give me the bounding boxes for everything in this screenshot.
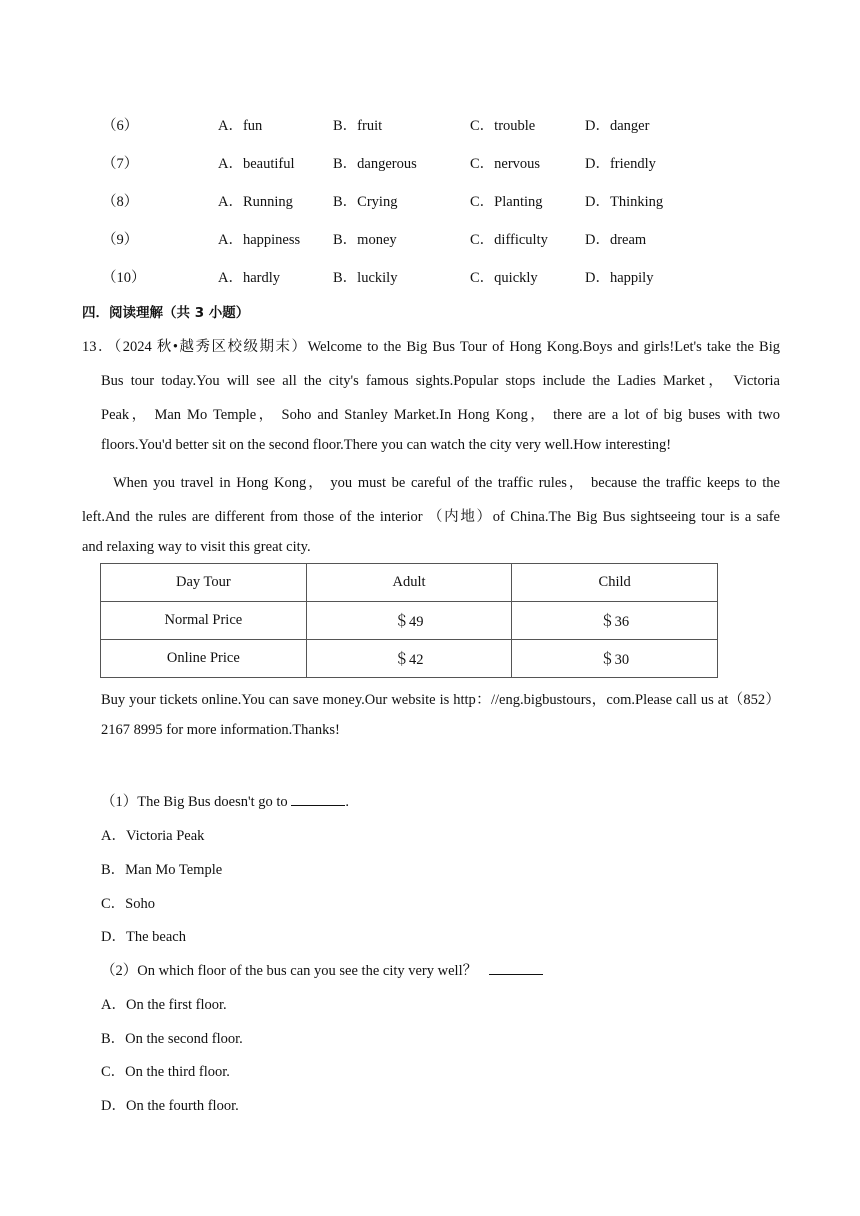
- option-c: C．quickly: [470, 270, 538, 286]
- question-text: （1）The Big Bus doesn't go to: [101, 794, 288, 810]
- choice-d: D．On the fourth floor.: [101, 1098, 239, 1114]
- table-row: [101, 602, 718, 640]
- option-c: C．Planting: [470, 194, 543, 210]
- passage-line: and relaxing way to visit this great city.: [82, 539, 311, 555]
- passage-line: 13．（2024 秋•越秀区校级期末）Welcome to the Big Bus Tour of Hong Kong.Boys and girls!Let's take the Big: [82, 339, 780, 355]
- option-row-9: [0, 228, 860, 252]
- table-row: [101, 640, 718, 678]
- table-header-cell: Adult: [306, 564, 512, 602]
- choice-b: B．On the second floor.: [101, 1031, 243, 1047]
- option-number: （10）: [102, 270, 146, 286]
- option-b: B．money: [333, 232, 397, 248]
- choice-b: B．Man Mo Temple: [101, 862, 223, 878]
- option-b: B．luckily: [333, 270, 398, 286]
- table-cell: ＄36: [512, 602, 718, 640]
- option-a: A．hardly: [218, 270, 281, 286]
- choice-d: D．The beach: [101, 929, 186, 945]
- table-cell: ＄49: [306, 602, 512, 640]
- answer-blank: [489, 962, 543, 975]
- choice-a: A．On the first floor.: [101, 997, 227, 1013]
- option-a: A．happiness: [218, 232, 301, 248]
- table-header-cell: Child: [512, 564, 718, 602]
- option-b: B．dangerous: [333, 156, 417, 172]
- option-number: （9）: [102, 232, 139, 248]
- option-d: D．dream: [585, 232, 647, 248]
- section-title: 四．阅读理解（共 3 小题）: [82, 305, 250, 321]
- passage-line: Bus tour today.You will see all the city's famous sights.Popular stops include the Ladies Market， Victoria: [101, 373, 780, 389]
- question-1-stem: [101, 790, 349, 811]
- table-cell: Online Price: [101, 640, 307, 678]
- option-d: D．friendly: [585, 156, 656, 172]
- table-header-row: [101, 564, 718, 602]
- choice-c: C．Soho: [101, 896, 155, 912]
- price-table: [100, 563, 718, 678]
- option-row-7: [0, 152, 860, 176]
- option-number: （8）: [102, 194, 139, 210]
- table-cell: ＄42: [306, 640, 512, 678]
- question-text: （2）On which floor of the bus can you see the city very well？: [101, 963, 478, 979]
- table-cell: Normal Price: [101, 602, 307, 640]
- answer-blank: [291, 793, 345, 806]
- table-header-cell: Day Tour: [101, 564, 307, 602]
- option-d: D．Thinking: [585, 194, 664, 210]
- option-row-8: [0, 190, 860, 214]
- option-c: C．difficulty: [470, 232, 548, 248]
- passage-line: Buy your tickets online.You can save money.Our website is http：//eng.bigbustours，com.Please call us at（852）: [101, 692, 780, 708]
- table-cell: ＄30: [512, 640, 718, 678]
- option-a: A．fun: [218, 118, 263, 134]
- passage-line: When you travel in Hong Kong， you must be careful of the traffic rules， because the traffic keeps to the: [113, 475, 780, 491]
- option-row-6: [0, 114, 860, 138]
- choice-a: A．Victoria Peak: [101, 828, 205, 844]
- passage-line: left.And the rules are different from those of the interior （内地）of China.The Big Bus sightseeing tour is a safe: [82, 509, 780, 525]
- option-row-10: [0, 266, 860, 290]
- passage-line: Peak， Man Mo Temple， Soho and Stanley Market.In Hong Kong， there are a lot of big buses with two: [101, 407, 780, 423]
- option-number: （6）: [102, 118, 139, 134]
- option-d: D．danger: [585, 118, 650, 134]
- option-c: C．nervous: [470, 156, 541, 172]
- passage-line: floors.You'd better sit on the second floor.There you can watch the city very well.How interesting!: [101, 437, 672, 453]
- option-b: B．Crying: [333, 194, 398, 210]
- option-b: B．fruit: [333, 118, 383, 134]
- option-a: A．beautiful: [218, 156, 295, 172]
- choice-c: C．On the third floor.: [101, 1064, 230, 1080]
- option-number: （7）: [102, 156, 139, 172]
- question-2-stem: [101, 959, 543, 980]
- passage-line: 2167 8995 for more information.Thanks!: [101, 722, 340, 738]
- option-c: C．trouble: [470, 118, 536, 134]
- option-d: D．happily: [585, 270, 654, 286]
- question-suffix: .: [345, 794, 349, 810]
- option-a: A．Running: [218, 194, 293, 210]
